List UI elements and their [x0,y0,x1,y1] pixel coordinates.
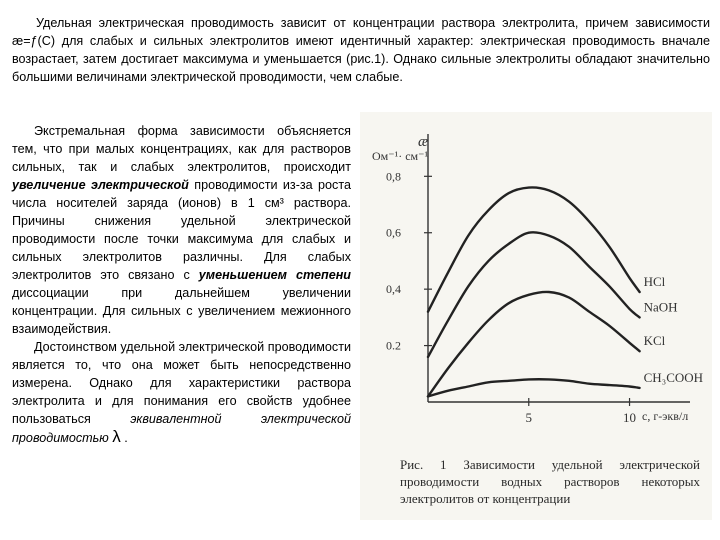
x-tick-label: 10 [623,410,637,425]
series-label: HCl [643,273,666,289]
intro-paragraph: Удельная электрическая проводимость зависит от концентрации раствора электролита, причем зависимости æ=ƒ(С) для слабых и сильных электролитов имеют идентичный характер: электрическая проводимость вначале возрастает, затем достигает максимума и уменьшается (рис.1). Однако сильные электролиты обладают значительно большими величинами электрической проводимости, чем слабые. [12,16,710,84]
figure-caption: Рис. 1 Зависимости удельной электрической проводимости водных растворов некоторых электролитов от концентрации [400,457,700,506]
emphasis-increase: увеличение электрической [12,178,189,192]
explanation-text [12,122,351,447]
text-run: Экстремальная форма зависимости объясняется тем, что при малых концентрациях, как для растворов сильных, так и слабых электролитов, происходит [12,124,351,174]
series-line-chcooh [428,379,640,396]
series-label: CH₃COOH [643,369,704,385]
text-run: . [120,431,128,445]
lambda-symbol: λ [112,427,121,446]
series-line-kcl [428,292,640,397]
advantage-paragraph [12,338,351,447]
y-tick-label: 0,4 [386,282,401,297]
y-tick-label: 0,8 [386,169,401,184]
series-label: KCl [643,333,666,349]
y-axis-symbol: æ [418,134,429,150]
text-run: проводимости из-за роста числа носителей заряда (ионов) в 1 см³ раствора. Причины снижения удельной электрической проводимости после точки максимума для слабых и сильных электролитов различны. Для слабых электролитов это связано с [12,178,351,282]
emphasis-decrease: уменьшением степени [198,268,351,282]
x-tick-label: 5 [525,410,533,425]
text-run: Достоинством удельной электрической проводимости является то, что она может быть непосредственно измерена. Однако для характеристики раствора электролита и для понимания его свойств удобнее пользоваться [12,340,351,426]
y-tick-label: 0.2 [386,338,401,353]
y-axis-units: Ом⁻¹· см⁻¹ [372,149,429,163]
x-axis-label: c, г-экв/л [642,409,689,423]
figure-scan [360,112,712,520]
conductivity-chart [360,112,712,452]
y-tick-label: 0,6 [386,225,401,240]
text-run: диссоциации при дальнейшем увеличении концентрации. Для сильных с увеличением межионного взаимодействия. [12,286,351,336]
series-label: NaOH [643,299,678,315]
emphasis-equivalent-conductivity: эквивалентной электрической проводимостью [12,412,351,445]
extremum-paragraph [12,122,351,338]
